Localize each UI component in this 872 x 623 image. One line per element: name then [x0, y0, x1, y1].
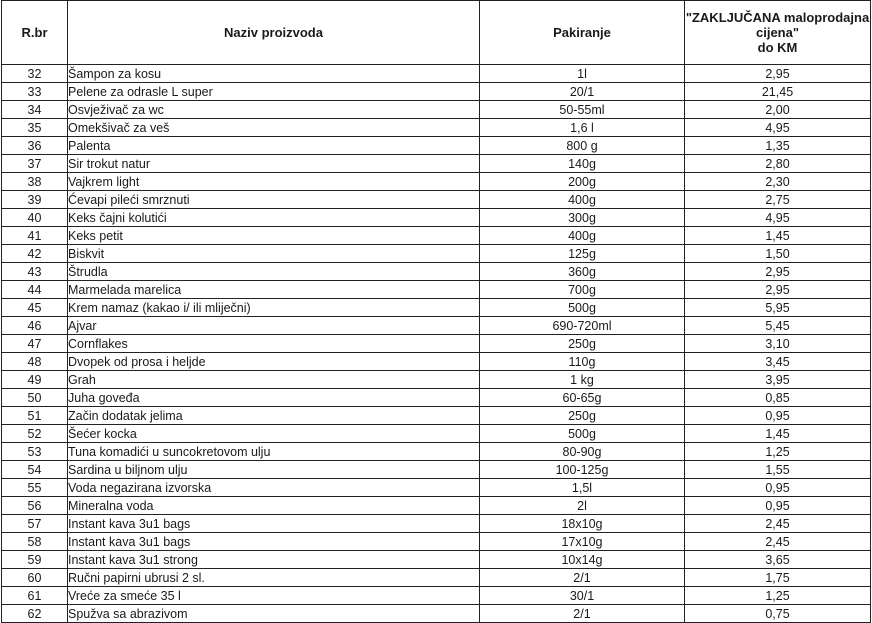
- cell-packaging: 1l: [480, 65, 685, 83]
- cell-rbr: 52: [2, 425, 68, 443]
- cell-rbr: 47: [2, 335, 68, 353]
- cell-price: 21,45: [685, 83, 871, 101]
- cell-rbr: 35: [2, 119, 68, 137]
- table-row: [2, 65, 871, 83]
- cell-price: 0,95: [685, 407, 871, 425]
- cell-rbr: 48: [2, 353, 68, 371]
- cell-packaging: 1,6 l: [480, 119, 685, 137]
- cell-product-name: Ajvar: [68, 317, 480, 335]
- cell-product-name: Tuna komadići u suncokretovom ulju: [68, 443, 480, 461]
- cell-product-name: Šećer kocka: [68, 425, 480, 443]
- cell-price: 2,30: [685, 173, 871, 191]
- table-row: [2, 605, 871, 623]
- cell-price: 5,45: [685, 317, 871, 335]
- cell-rbr: 37: [2, 155, 68, 173]
- cell-price: 0,95: [685, 497, 871, 515]
- cell-packaging: 300g: [480, 209, 685, 227]
- header-packaging: Pakiranje: [480, 1, 685, 65]
- cell-rbr: 50: [2, 389, 68, 407]
- cell-product-name: Štrudla: [68, 263, 480, 281]
- table-row: [2, 209, 871, 227]
- cell-packaging: 125g: [480, 245, 685, 263]
- cell-rbr: 38: [2, 173, 68, 191]
- cell-product-name: Dvopek od prosa i heljde: [68, 353, 480, 371]
- header-locked-price: [685, 1, 871, 65]
- table-row: [2, 83, 871, 101]
- cell-rbr: 61: [2, 587, 68, 605]
- cell-product-name: Začin dodatak jelima: [68, 407, 480, 425]
- table-row: [2, 119, 871, 137]
- cell-rbr: 34: [2, 101, 68, 119]
- cell-rbr: 42: [2, 245, 68, 263]
- header-price-line-3: do KM: [757, 40, 798, 55]
- table-row: [2, 245, 871, 263]
- cell-packaging: 500g: [480, 299, 685, 317]
- cell-product-name: Mineralna voda: [68, 497, 480, 515]
- table-row: [2, 569, 871, 587]
- cell-rbr: 53: [2, 443, 68, 461]
- cell-rbr: 62: [2, 605, 68, 623]
- cell-rbr: 39: [2, 191, 68, 209]
- cell-packaging: 250g: [480, 335, 685, 353]
- cell-rbr: 33: [2, 83, 68, 101]
- table-row: [2, 479, 871, 497]
- cell-rbr: 41: [2, 227, 68, 245]
- table-row: [2, 587, 871, 605]
- table-row: [2, 155, 871, 173]
- cell-product-name: Ćevapi pileći smrznuti: [68, 191, 480, 209]
- cell-price: 1,45: [685, 425, 871, 443]
- table-body: [2, 65, 871, 623]
- cell-product-name: Spužva sa abrazivom: [68, 605, 480, 623]
- cell-packaging: 1,5l: [480, 479, 685, 497]
- cell-product-name: Juha goveđa: [68, 389, 480, 407]
- cell-price: 1,25: [685, 443, 871, 461]
- cell-product-name: Sardina u biljnom ulju: [68, 461, 480, 479]
- cell-rbr: 44: [2, 281, 68, 299]
- cell-price: 3,10: [685, 335, 871, 353]
- table-row: [2, 515, 871, 533]
- table-row: [2, 281, 871, 299]
- cell-price: 3,65: [685, 551, 871, 569]
- cell-product-name: Ručni papirni ubrusi 2 sl.: [68, 569, 480, 587]
- cell-packaging: 17x10g: [480, 533, 685, 551]
- table-row: [2, 551, 871, 569]
- cell-price: 2,95: [685, 65, 871, 83]
- cell-packaging: 800 g: [480, 137, 685, 155]
- cell-product-name: Pelene za odrasle L super: [68, 83, 480, 101]
- cell-packaging: 110g: [480, 353, 685, 371]
- cell-rbr: 32: [2, 65, 68, 83]
- cell-price: 4,95: [685, 119, 871, 137]
- cell-product-name: Marmelada marelica: [68, 281, 480, 299]
- cell-price: 1,45: [685, 227, 871, 245]
- cell-product-name: Instant kava 3u1 bags: [68, 515, 480, 533]
- cell-product-name: Instant kava 3u1 strong: [68, 551, 480, 569]
- cell-packaging: 50-55ml: [480, 101, 685, 119]
- cell-packaging: 20/1: [480, 83, 685, 101]
- cell-price: 4,95: [685, 209, 871, 227]
- header-row: [2, 1, 871, 65]
- cell-product-name: Šampon za kosu: [68, 65, 480, 83]
- cell-rbr: 49: [2, 371, 68, 389]
- cell-rbr: 60: [2, 569, 68, 587]
- table-row: [2, 461, 871, 479]
- table-row: [2, 389, 871, 407]
- cell-rbr: 54: [2, 461, 68, 479]
- header-product-name: Naziv proizvoda: [68, 1, 480, 65]
- cell-product-name: Keks petit: [68, 227, 480, 245]
- cell-price: 1,25: [685, 587, 871, 605]
- cell-price: 0,85: [685, 389, 871, 407]
- cell-product-name: Biskvit: [68, 245, 480, 263]
- cell-price: 0,95: [685, 479, 871, 497]
- cell-rbr: 40: [2, 209, 68, 227]
- table-row: [2, 263, 871, 281]
- cell-product-name: Instant kava 3u1 bags: [68, 533, 480, 551]
- table-row: [2, 173, 871, 191]
- table-row: [2, 335, 871, 353]
- cell-packaging: 200g: [480, 173, 685, 191]
- cell-packaging: 60-65g: [480, 389, 685, 407]
- cell-packaging: 400g: [480, 191, 685, 209]
- cell-price: 0,75: [685, 605, 871, 623]
- cell-product-name: Vreće za smeće 35 l: [68, 587, 480, 605]
- table-header: [2, 1, 871, 65]
- cell-packaging: 18x10g: [480, 515, 685, 533]
- cell-packaging: 100-125g: [480, 461, 685, 479]
- table-row: [2, 371, 871, 389]
- cell-rbr: 43: [2, 263, 68, 281]
- cell-packaging: 360g: [480, 263, 685, 281]
- table-row: [2, 317, 871, 335]
- cell-product-name: Palenta: [68, 137, 480, 155]
- cell-rbr: 46: [2, 317, 68, 335]
- cell-price: 1,55: [685, 461, 871, 479]
- cell-product-name: Cornflakes: [68, 335, 480, 353]
- table-row: [2, 425, 871, 443]
- header-price-line-1: "ZAKLJUČANA maloprodajna: [685, 10, 870, 25]
- cell-packaging: 500g: [480, 425, 685, 443]
- cell-price: 2,95: [685, 263, 871, 281]
- cell-packaging: 690-720ml: [480, 317, 685, 335]
- cell-price: 2,00: [685, 101, 871, 119]
- header-price-line-2: cijena": [755, 25, 800, 40]
- cell-price: 1,50: [685, 245, 871, 263]
- cell-product-name: Grah: [68, 371, 480, 389]
- cell-packaging: 140g: [480, 155, 685, 173]
- cell-rbr: 58: [2, 533, 68, 551]
- table-row: [2, 353, 871, 371]
- cell-price: 1,35: [685, 137, 871, 155]
- cell-packaging: 10x14g: [480, 551, 685, 569]
- cell-price: 2,95: [685, 281, 871, 299]
- cell-product-name: Voda negazirana izvorska: [68, 479, 480, 497]
- cell-rbr: 56: [2, 497, 68, 515]
- table-row: [2, 443, 871, 461]
- cell-packaging: 250g: [480, 407, 685, 425]
- cell-price: 1,75: [685, 569, 871, 587]
- cell-price: 2,75: [685, 191, 871, 209]
- cell-packaging: 30/1: [480, 587, 685, 605]
- cell-price: 3,45: [685, 353, 871, 371]
- cell-price: 2,45: [685, 515, 871, 533]
- cell-price: 2,80: [685, 155, 871, 173]
- cell-product-name: Keks čajni kolutići: [68, 209, 480, 227]
- cell-price: 5,95: [685, 299, 871, 317]
- cell-rbr: 45: [2, 299, 68, 317]
- cell-packaging: 2/1: [480, 605, 685, 623]
- cell-product-name: Vajkrem light: [68, 173, 480, 191]
- cell-packaging: 80-90g: [480, 443, 685, 461]
- price-table: [1, 0, 871, 623]
- cell-packaging: 1 kg: [480, 371, 685, 389]
- cell-product-name: Sir trokut natur: [68, 155, 480, 173]
- table-row: [2, 227, 871, 245]
- table-row: [2, 497, 871, 515]
- cell-rbr: 59: [2, 551, 68, 569]
- cell-product-name: Omekšivač za veš: [68, 119, 480, 137]
- header-rbr: R.br: [2, 1, 68, 65]
- table-row: [2, 191, 871, 209]
- cell-packaging: 2l: [480, 497, 685, 515]
- table-row: [2, 299, 871, 317]
- table-row: [2, 407, 871, 425]
- cell-rbr: 51: [2, 407, 68, 425]
- table-row: [2, 137, 871, 155]
- cell-packaging: 400g: [480, 227, 685, 245]
- cell-product-name: Osvježivač za wc: [68, 101, 480, 119]
- cell-price: 3,95: [685, 371, 871, 389]
- table-row: [2, 533, 871, 551]
- cell-rbr: 36: [2, 137, 68, 155]
- cell-rbr: 55: [2, 479, 68, 497]
- table-row: [2, 101, 871, 119]
- cell-rbr: 57: [2, 515, 68, 533]
- cell-packaging: 2/1: [480, 569, 685, 587]
- cell-price: 2,45: [685, 533, 871, 551]
- cell-product-name: Krem namaz (kakao i/ ili mliječni): [68, 299, 480, 317]
- cell-packaging: 700g: [480, 281, 685, 299]
